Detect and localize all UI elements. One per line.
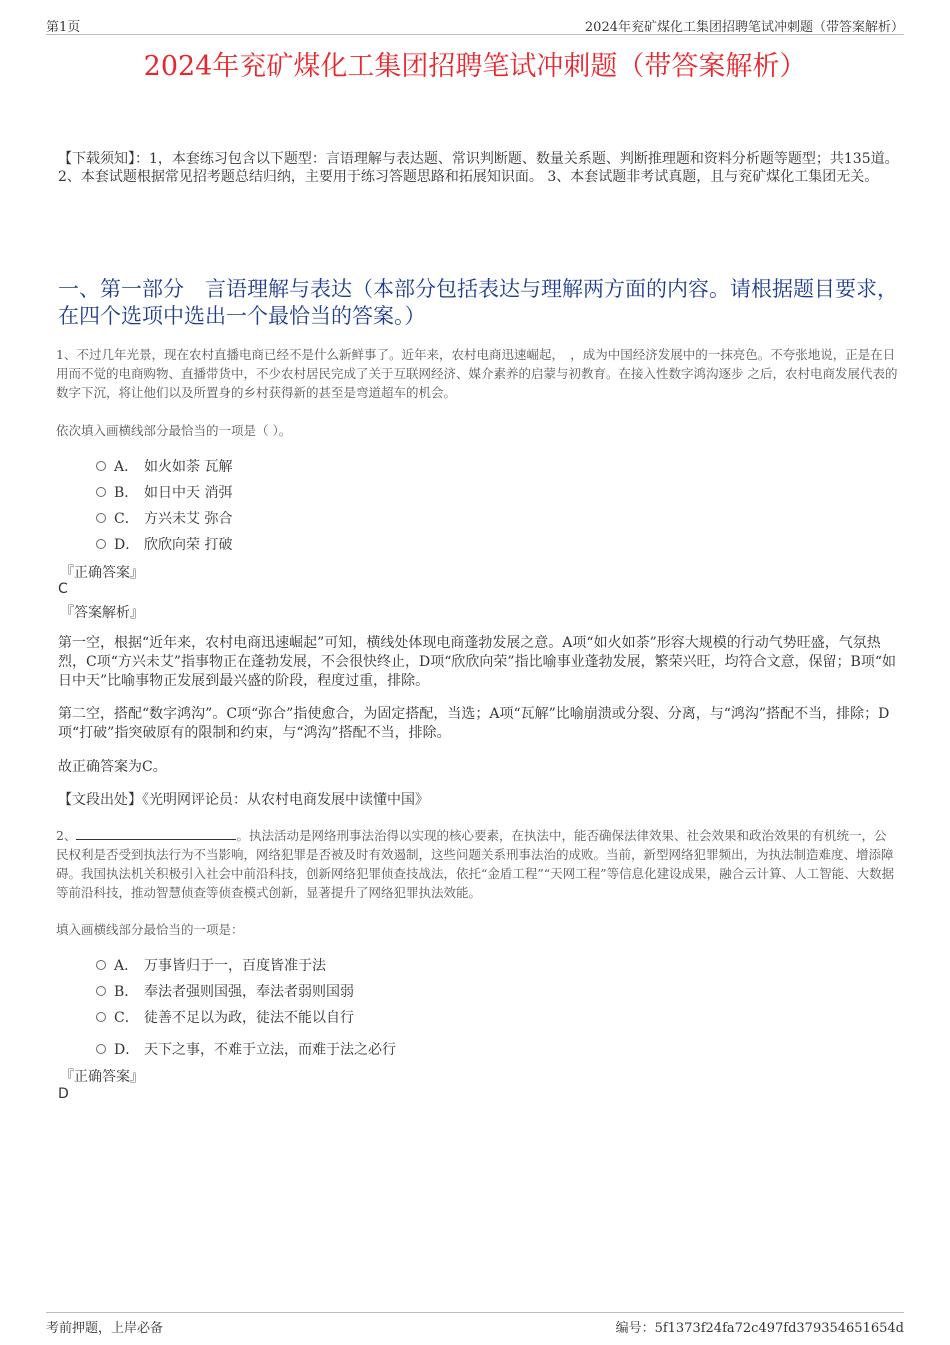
- q1-answer: C: [58, 581, 68, 597]
- q2-prompt: 填入画横线部分最恰当的一项是：: [56, 922, 244, 937]
- q1-answer-label: 『正确答案』: [60, 565, 144, 581]
- q1-analysis-1: 第一空，根据“近年来，农村电商迅速崛起”可知，横线处体现电商蓬勃发展之意。A项“如火如荼”形容大规模的行动气势旺盛，气氛热烈，C项“方兴未艾”指事物正在蓬勃发展，不会很快终止，D项“欣欣向荣”指比喻事业蓬勃发展，繁荣兴旺，均符合文意，保留；B项“如日中天”比喻事物正发展到最兴盛的阶段，程度过重，排除。: [58, 635, 897, 689]
- q2-answer-label: 『正确答案』: [60, 1069, 144, 1085]
- q2-option-b[interactable]: B． 奉法者强则国强，奉法者弱则国弱: [96, 981, 354, 1001]
- page-number: 第1页: [46, 20, 81, 35]
- q2-stem: 2、 。执法活动是网络刑事法治得以实现的核心要素，在执法中，能否确保法律效果、社会效果和政治效果的有机统一，公民权利是否受到执法行为不当影响，网络犯罪是否被及时有效遏制，这些问题关系刑事法治的成败。当前，新型网络犯罪频出，为执法制造难度、增添障碍。我国执法机关积极引入社会中前沿科技，创新网络犯罪侦查技战法，依托“金盾工程”“天网工程”等信息化建设成果，融合云计算、人工智能、大数据等前沿科技，推动智慧侦查等侦查模式创新，显著提升了网络犯罪执法效能。: [56, 828, 895, 900]
- radio-icon[interactable]: [96, 1044, 106, 1054]
- q2-option-c[interactable]: C． 徒善不足以为政，徒法不能以自行: [96, 1007, 354, 1027]
- header-doc-title: 2024年兖矿煤化工集团招聘笔试冲刺题（带答案解析）: [584, 20, 904, 35]
- q1-option-a[interactable]: A． 如火如荼 瓦解: [96, 456, 232, 476]
- section-heading: 一、第一部分 言语理解与表达（本部分包括表达与理解两方面的内容。请根据题目要求，在四个选项中选出一个最恰当的答案。）: [58, 277, 898, 328]
- footer-serial: 编号：5f1373f24fa72c497fd379354651654d: [615, 1321, 904, 1336]
- q1-option-c[interactable]: C． 方兴未艾 弥合: [96, 508, 232, 528]
- radio-icon[interactable]: [96, 960, 106, 970]
- radio-icon[interactable]: [96, 986, 106, 996]
- q2-option-d[interactable]: D． 天下之事，不难于立法，而难于法之必行: [96, 1039, 396, 1059]
- q1-stem: 1、不过几年光景，现在农村直播电商已经不是什么新鲜事了。近年来，农村电商迅速崛起， ，成为中国经济发展中的一抹亮色。不夸张地说，正是在日用而不觉的电商购物、直播带货中，不少农村居民完成了关于互联网经济、媒介素养的启蒙与初教育。在接入性数字鸿沟逐步 之后，农村电商发展代表的数字下沉，将让他们以及所置身的乡村获得新的甚至是弯道超车的机会。: [56, 347, 898, 400]
- radio-icon[interactable]: [96, 1012, 106, 1022]
- q1-option-b[interactable]: B． 如日中天 消弭: [96, 482, 232, 502]
- q1-prompt: 依次填入画横线部分最恰当的一项是（ ）。: [56, 423, 292, 438]
- download-notice: 【下载须知】：1，本套练习包含以下题型：言语理解与表达题、常识判断题、数量关系题、判断推理题和资料分析题等题型；共135道。 2、本套试题根据常见招考题总结归纳，主要用于练习答题思路和拓展知识面。 3、本套试题非考试真题，且与兖矿煤化工集团无关。: [58, 151, 899, 185]
- q2-answer: D: [58, 1086, 69, 1102]
- page-header: [46, 14, 904, 35]
- q1-option-d[interactable]: D． 欣欣向荣 打破: [96, 534, 232, 554]
- page-footer: [46, 1312, 904, 1337]
- fill-blank: [76, 827, 236, 840]
- radio-icon[interactable]: [96, 539, 106, 549]
- q1-analysis-2: 第二空，搭配“数字鸿沟”。C项“弥合”指使愈合，为固定搭配，当选；A项“瓦解”比喻崩溃或分裂、分离，与“鸿沟”搭配不当，排除；D项“打破”指突破原有的限制和约束，与“鸿沟”搭配不当，排除。: [58, 706, 890, 741]
- footer-slogan: 考前押题，上岸必备: [46, 1321, 164, 1336]
- q1-analysis-label: 『答案解析』: [60, 605, 144, 621]
- q1-source: 【文段出处】《光明网评论员：从农村电商发展中读懂中国》: [58, 792, 429, 808]
- radio-icon[interactable]: [96, 513, 106, 523]
- page-title: 2024年兖矿煤化工集团招聘笔试冲刺题（带答案解析）: [143, 51, 807, 82]
- q2-option-a[interactable]: A． 万事皆归于一，百度皆准于法: [96, 955, 326, 975]
- q1-analysis-3: 故正确答案为C。: [58, 759, 167, 775]
- radio-icon[interactable]: [96, 461, 106, 471]
- radio-icon[interactable]: [96, 487, 106, 497]
